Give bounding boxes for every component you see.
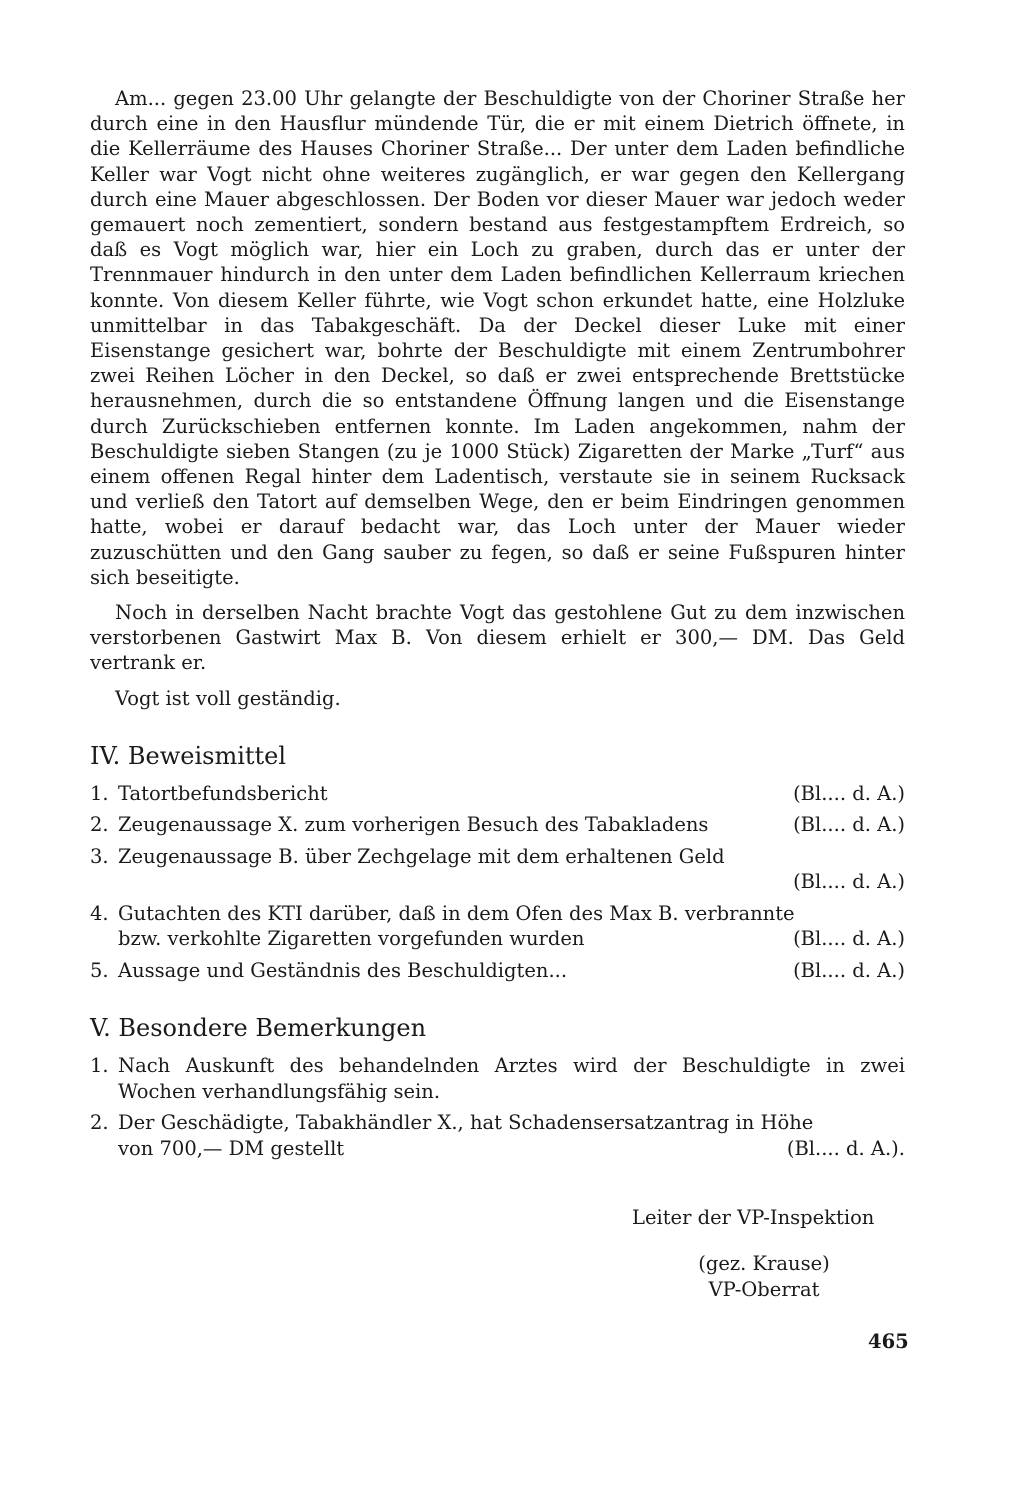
section-title-bemerkungen: V. Besondere Bemerkungen	[90, 1014, 427, 1043]
item-number: 3.	[90, 844, 109, 868]
page-number: 465	[868, 1330, 909, 1353]
body-paragraph-1: Am... gegen 23.00 Uhr gelangte der Beschuldigte von der Choriner Straße her durch eine in den Hausflur mündende Tür, die er mit einem Dietrich öffnete, in die Kellerräume des Hauses Choriner Straße... Der unter dem Laden befindliche Keller war Vogt nicht ohne weiteres zugänglich, er war gegen den Kellergang durch eine Mauer abgeschlossen. Der Boden vor dieser Mauer war jedoch weder gemauert noch zementiert, sondern bestand aus festgestampftem Erdreich, so daß es Vogt möglich war, hier ein Loch zu graben, durch das er unter der Trennmauer hindurch in den unter dem Laden befindlichen Kellerraum kriechen konnte. Von diesem Keller führte, wie Vogt schon erkundet hatte, eine Holzluke unmittelbar in das Tabakgeschäft. Da der Deckel dieser Luke mit einer Eisenstange gesichert war, bohrte der Beschuldigte mit einem Zentrumbohrer zwei Reihen Löcher in den Deckel, so daß er zwei entsprechende Brettstücke herausnehmen, durch die so entstandene Öffnung langen und die Eisenstange durch Zurückschieben entfernen konnte. Im Laden angekommen, nahm der Beschuldigte sieben Stangen (zu je 1000 Stück) Zigaretten der Marke „Turf“ aus einem offenen Regal hinter dem Ladentisch, verstaute sie in seinem Rucksack und verließ den Tatort auf demselben Wege, den er beim Eindringen genommen hatte, wobei er darauf bedacht war, das Loch unter der Mauer wieder zuzuschütten und den Gang sauber zu fegen, so daß er seine Fußspuren hinter sich beseitigte.	[90, 87, 905, 589]
list-item	[90, 844, 905, 895]
section-title-beweismittel: IV. Beweismittel	[90, 741, 287, 770]
signature-block	[632, 1205, 874, 1303]
list-item	[90, 812, 905, 838]
item-reference: (Bl.... d. A.)	[793, 813, 905, 837]
signature-title: Leiter der VP-Inspektion	[632, 1206, 875, 1229]
list-item	[90, 1053, 905, 1104]
item-reference: (Bl.... d. A.)	[793, 927, 905, 951]
item-number: 5.	[90, 958, 109, 982]
item-text-line-1: Der Geschädigte, Tabakhändler X., hat Schadensersatzantrag in Höhe	[118, 1111, 814, 1135]
signature-rank: VP-Oberrat	[708, 1278, 820, 1301]
body-paragraph-3: Vogt ist voll geständig.	[115, 686, 341, 710]
item-number: 1.	[90, 1054, 109, 1078]
item-text: Nach Auskunft des behandelnden Arztes wird der Beschuldigte in zwei Wochen verhandlungsfähig sein.	[118, 1054, 905, 1103]
item-text: Aussage und Geständnis des Beschuldigten...	[118, 958, 568, 982]
item-text: Zeugenaussage B. über Zechgelage mit dem erhaltenen Geld	[118, 844, 725, 868]
item-text: Tatortbefundsbericht	[118, 781, 328, 805]
item-number: 2.	[90, 813, 109, 837]
list-item	[90, 1110, 905, 1161]
item-text-line-1: Gutachten des KTI darüber, daß in dem Ofen des Max B. verbrannte	[118, 901, 795, 925]
remarks-list	[90, 1053, 905, 1161]
signature-name: (gez. Krause)	[698, 1252, 830, 1275]
item-number: 1.	[90, 781, 109, 805]
item-number: 2.	[90, 1111, 109, 1135]
item-text-line-2: von 700,— DM gestellt	[118, 1136, 345, 1160]
item-reference: (Bl.... d. A.)	[793, 958, 905, 982]
list-item	[90, 901, 905, 952]
item-text-line-2: bzw. verkohlte Zigaretten vorgefunden wurden	[118, 927, 585, 951]
item-number: 4.	[90, 901, 109, 925]
evidence-list	[90, 781, 905, 984]
item-text: Zeugenaussage X. zum vorherigen Besuch des Tabakladens	[118, 813, 709, 837]
item-reference: (Bl.... d. A.)	[793, 781, 905, 805]
document-page	[90, 86, 905, 1167]
item-reference: (Bl.... d. A.).	[786, 1136, 905, 1160]
body-paragraph-2: Noch in derselben Nacht brachte Vogt das gestohlene Gut zu dem inzwischen verstorbenen Gastwirt Max B. Von diesem erhielt er 300,— DM. Das Geld vertrank er.	[90, 601, 905, 675]
item-reference: (Bl.... d. A.)	[793, 870, 905, 894]
list-item	[90, 958, 905, 984]
list-item	[90, 781, 905, 807]
